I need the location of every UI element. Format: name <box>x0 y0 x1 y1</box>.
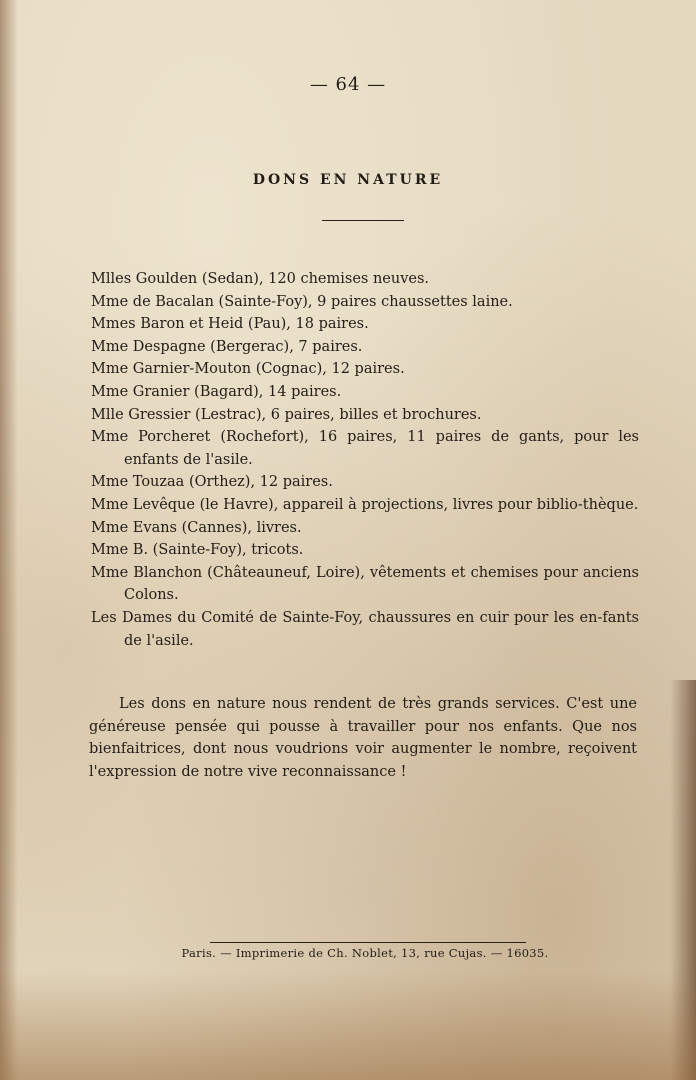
donation-entry: Les Dames du Comité de Sainte-Foy, chaussures en cuir pour les en-fants de l'asile. <box>91 609 639 649</box>
page-edge-bottom <box>0 970 696 1080</box>
donation-entry: Mmes Baron et Heid (Pau), 18 paires. <box>91 316 369 333</box>
donation-entry: Mme B. (Sainte-Foy), tricots. <box>91 542 304 559</box>
donation-entry: Mlles Goulden (Sedan), 120 chemises neuves. <box>91 271 430 287</box>
donation-entry: Mme Despagne (Bergerac), 7 paires. <box>91 338 363 355</box>
donation-entry: Mme de Bacalan (Sainte-Foy), 9 paires chaussettes laine. <box>91 293 513 310</box>
donation-entry: Mme Porcheret (Rochefort), 16 paires, 11 paires de gants, pour les enfants de l'asile. <box>91 429 639 468</box>
footer-rule <box>210 942 526 943</box>
closing-paragraph: Les dons en nature nous rendent de très grands services. C'est une généreuse pensée qui pousse à travailler pour nos enfants. Que nos bienfaitrices, dont nous voudrions voir augmenter le nombre, reçoivent l'expression de notre vive reconnaissance ! <box>89 696 637 780</box>
heading-rule <box>322 220 404 221</box>
printer-imprint: Paris. — Imprimerie de Ch. Noblet, 13, rue Cujas. — 16035. <box>181 946 549 960</box>
donation-entry: Mme Levêque (le Havre), appareil à projections, livres pour biblio-thèque. <box>91 496 639 513</box>
donation-entry: Mme Granier (Bagard), 14 paires. <box>91 383 342 400</box>
donation-entry: Mme Blanchon (Châteauneuf, Loire), vêtements et chemises pour anciens Colons. <box>91 564 639 604</box>
donation-entry: Mme Garnier-Mouton (Cognac), 12 paires. <box>91 361 405 378</box>
donation-list <box>91 268 639 652</box>
donation-entry: Mme Evans (Cannes), livres. <box>91 519 302 536</box>
donation-entry: Mme Touzaa (Orthez), 12 paires. <box>91 474 333 491</box>
donation-entry: Mlle Gressier (Lestrac), 6 paires, billes et brochures. <box>91 406 482 423</box>
page-edge-left <box>0 0 18 1080</box>
section-heading: DONS EN NATURE <box>252 172 444 188</box>
page-number: — 64 — <box>309 74 387 95</box>
